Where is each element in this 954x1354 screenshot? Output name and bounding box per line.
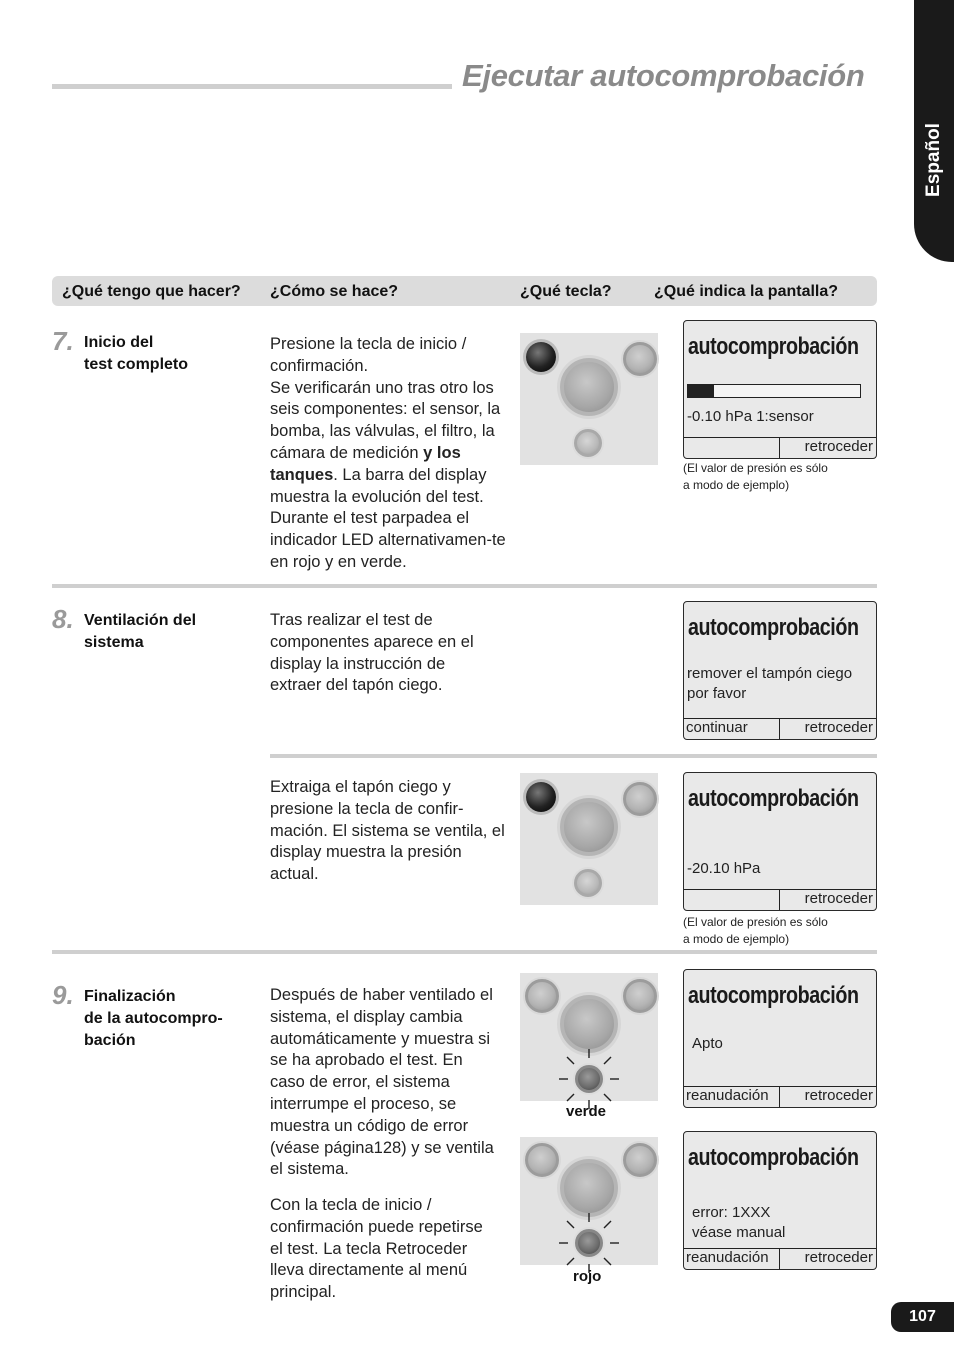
- start-confirm-key-pressed[interactable]: [526, 782, 556, 812]
- desc-text: Presione la tecla de inicio / confirmación.: [270, 335, 467, 375]
- display-line: por favor: [687, 685, 747, 702]
- step-description: Con la tecla de inicio / confirmación puede repetirse el test. La tecla Retroceder lleva directamente al menú principal.: [270, 1196, 483, 1302]
- step-description: Después de haber ventilado el sistema, el display cambia automáticamente y muestra si se ha aprobado el test. En caso de error, el sistema interrumpe el proceso, se muestra un código de error (véase página128) y se ventila el sistema.: [270, 986, 494, 1179]
- softkey-left: continuar: [684, 718, 780, 739]
- back-key[interactable]: [623, 342, 657, 376]
- desc-text: . La barra del display muestra la evolución del test. Durante el test parpadea el indicador LED alternativamen-te en rojo y en verde.: [270, 465, 506, 571]
- softkey-left: [684, 889, 780, 910]
- display-title: autocomprobación: [688, 982, 859, 1009]
- start-confirm-key-pressed[interactable]: [526, 342, 556, 372]
- desc-text: Se verificarán uno tras otro los seis componentes: el sensor, la bomba, las válvulas, el filtro, la cámara de medición: [270, 378, 501, 462]
- keypad-panel: [520, 973, 658, 1101]
- step-label-line: Ventilación del: [84, 612, 197, 629]
- section-divider: [52, 950, 877, 954]
- led-blink-rays-icon: [559, 1213, 619, 1273]
- led-label-green: verde: [566, 1103, 607, 1120]
- display-line: véase manual: [692, 1224, 786, 1241]
- central-key[interactable]: [560, 995, 618, 1053]
- led-blink-rays-icon: [559, 1049, 619, 1109]
- step-description: Tras realizar el test de componentes aparece en el display la instrucción de extraer del tapón ciego.: [270, 611, 474, 695]
- note-line: a modo de ejemplo): [683, 478, 790, 492]
- display-note: [683, 914, 828, 948]
- step-label: [84, 332, 188, 376]
- step-label-line: de la autocompro-: [84, 1010, 223, 1027]
- display-line: -20.10 hPa: [687, 860, 761, 877]
- progress-fill: [688, 385, 714, 397]
- step-description: Extraiga el tapón ciego y presione la tecla de confir-mación. El sistema se ventila, el display muestra la presión actual.: [270, 778, 505, 884]
- central-key[interactable]: [560, 1159, 618, 1217]
- central-key[interactable]: [560, 358, 618, 416]
- header-what: ¿Qué tengo que hacer?: [62, 283, 241, 300]
- softkey-right: retroceder: [780, 437, 876, 458]
- step-number: 8.: [52, 604, 74, 634]
- device-display: [683, 969, 877, 1108]
- progress-bar: [687, 384, 861, 398]
- device-display: [683, 320, 877, 459]
- display-line: -0.10 hPa 1:sensor: [687, 408, 814, 425]
- back-key[interactable]: [623, 979, 657, 1013]
- header-key: ¿Qué tecla?: [520, 283, 612, 300]
- display-line: Apto: [692, 1035, 723, 1052]
- softkey-right: retroceder: [780, 718, 876, 739]
- note-line: a modo de ejemplo): [683, 932, 790, 946]
- note-line: (El valor de presión es sólo: [683, 461, 828, 475]
- keypad-panel: [520, 333, 658, 465]
- start-confirm-key[interactable]: [525, 1143, 559, 1177]
- display-title: autocomprobación: [688, 785, 859, 812]
- led-label-red: rojo: [573, 1268, 602, 1285]
- display-line: error: 1XXX: [692, 1204, 771, 1221]
- step-label: [84, 986, 223, 1052]
- step-label: [84, 610, 196, 654]
- step-label-line: sistema: [84, 634, 144, 651]
- back-key[interactable]: [623, 1143, 657, 1177]
- desc-bold: y los tanques: [270, 443, 461, 484]
- softkey-left: reanudación: [684, 1086, 780, 1107]
- display-line: remover el tampón ciego: [687, 665, 853, 682]
- softkey-right: retroceder: [780, 1248, 876, 1269]
- step-label-line: test completo: [84, 356, 189, 373]
- page-title: Ejecutar autocomprobación: [462, 58, 865, 93]
- device-display: [683, 772, 877, 911]
- softkey-left: reanudación: [684, 1248, 780, 1269]
- section-divider: [270, 754, 877, 758]
- softkey-right: retroceder: [780, 889, 876, 910]
- keypad-panel: [520, 773, 658, 905]
- display-title: autocomprobación: [688, 1144, 859, 1171]
- language-tab-text: Español: [923, 123, 944, 197]
- step-number: 9.: [52, 980, 74, 1010]
- led-indicator: [574, 429, 602, 457]
- softkey-left: [684, 437, 780, 458]
- header-how: ¿Cómo se hace?: [270, 283, 399, 300]
- step-label-line: Inicio del: [84, 334, 154, 351]
- step-description: [270, 334, 510, 574]
- device-display: [683, 1131, 877, 1270]
- display-note: [683, 460, 828, 494]
- keypad-panel: [520, 1137, 658, 1265]
- step-number: 7.: [52, 326, 74, 356]
- note-line: (El valor de presión es sólo: [683, 915, 828, 929]
- language-tab-label: [917, 105, 951, 215]
- step-label-line: bación: [84, 1032, 136, 1049]
- start-confirm-key[interactable]: [525, 979, 559, 1013]
- central-key[interactable]: [560, 798, 618, 856]
- page-number: 107: [909, 1308, 936, 1325]
- header-display: ¿Qué indica la pantalla?: [654, 283, 839, 300]
- back-key[interactable]: [623, 782, 657, 816]
- display-title: autocomprobación: [688, 614, 859, 641]
- led-indicator: [574, 869, 602, 897]
- softkey-right: retroceder: [780, 1086, 876, 1107]
- title-rule: [52, 84, 452, 89]
- display-title: autocomprobación: [688, 333, 859, 360]
- section-divider: [52, 584, 877, 588]
- step-label-line: Finalización: [84, 988, 176, 1005]
- device-display: [683, 601, 877, 740]
